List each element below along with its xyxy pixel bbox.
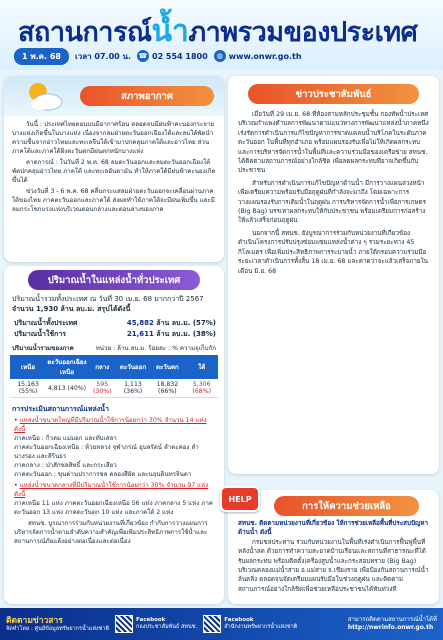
water-row-usable bbox=[4, 329, 224, 340]
table-cell: 5,306 (68%) bbox=[185, 379, 218, 398]
water-row-label: ปริมาณน้ำทั้งประเทศ bbox=[14, 319, 78, 327]
weather-today: วันนี้ : ประเทศไทยตอนบนมีอากาศร้อน ตลอดจนมีฝนฟ้าคะนองกระจายบางแห่งเกิดขึ้นในบางแห่ง เนื่องจากลมฝ่ายตะวันออกเฉียงใต้และลมใต้พัดนำความชื้นจากอ่าวไทยและทะเลจีนใต้เข้ามาปกคลุมภาคใต้และอ่าวไทย ส่วนภาคใต้และภาคใต้ฝั่งตะวันตกมีฝนตกหนักบางแห่ง bbox=[12, 121, 214, 155]
website-link[interactable]: www.onwr.go.th bbox=[228, 51, 302, 61]
news-p1: เมื่อวันที่ 29 เม.ย. 68 ที่ห้องสามหลักประชุมชั้น กองทัพน้ำประเทศ บริเวณกำแพงตำบลการพัฒนาตามแนวทางการพัฒนาแหล่งน้ำภาคหนึ่ง เร่งรัดการดำเนินการแก้ไขปัญหาการขาดแคลนน้ำบริโภคในระดับภาคตะวันออก ในพื้นที่ทุกอำเภอ พร้อมแผนรองรับเพื่อไม่ให้เกิดผลกระทบและการบริหารจัดการน้ำในพื้นที่และความร่วมมือของเครือข่าย สทนช. ได้ติดตามสถานการณ์อย่างใกล้ชิด เพื่อลดผลกระทบที่อาจเกิดขึ้นกับประชาชน bbox=[238, 111, 429, 175]
water-card bbox=[4, 266, 224, 604]
news-card bbox=[228, 76, 439, 474]
qr-code-icon bbox=[115, 615, 133, 633]
table-cell: 595 (30%) bbox=[88, 379, 117, 398]
bullet-medium: • แหล่งน้ำขนาดกลางที่มีปริมาณน้ำใช้การน้อยกว่า 30% จำนวน 97 แห่ง ดังนี้ bbox=[14, 482, 209, 498]
water-row-unit: ล้าน ลบ.ม. (57%) bbox=[156, 319, 216, 327]
footer-title-block bbox=[6, 616, 109, 633]
header bbox=[0, 0, 443, 70]
region-table bbox=[10, 355, 218, 398]
water-intro: ปริมาณน้ำรวมทั้งประเทศ ณ วันที่ 30 เม.ย. 68 มากกว่าปี 2567 bbox=[12, 295, 204, 303]
table-row bbox=[10, 379, 218, 398]
table-header-cell: ตะวันออกเฉียงเหนือ bbox=[46, 355, 88, 379]
news-p3: นอกจากนี้ สทนช. ยังบูรณาการร่วมกับหน่วยงานที่เกี่ยวข้อง ดำเนินโครงการปรับปรุงซ่อมแซมแหล่งน้ำต่าง ๆ รวมระยะทาง 45 กิโลเมตร เพื่อเพิ่มประสิทธิภาพการระบายน้ำ ภายใต้กรอบความร่วมมือ ระยะเวลาดำเนินการทั้งสิ้น 18 เม.ย. 68 และคาดว่าจะแล้วเสร็จภายในเดือน มิ.ย. 68 bbox=[238, 229, 428, 275]
bullet-medium-text: แหล่งน้ำขนาดกลางที่มีปริมาณน้ำใช้การน้อยกว่า 30% จำนวน 97 แห่ง ดังนี้ bbox=[14, 482, 209, 498]
table-header-cell: ตะวันตก bbox=[149, 355, 185, 379]
bullet-central: ภาคกลาง : ป่าสักชลสิทธิ์ และกระเสียว bbox=[14, 462, 117, 469]
fb-sub: กองประชาสัมพันธ์ สทนช. bbox=[136, 624, 198, 630]
mgmt-title: การประเมินสถานการณ์แหล่งน้ำ bbox=[12, 405, 109, 413]
bullet-north: ภาคเหนือ : กิ่วลม แม่มอก และทับเสลา bbox=[14, 435, 117, 442]
bullet-ne: ภาคตะวันออกเฉียงเหนือ : ห้วยหลวง จุฬาภรณ์ อุบลรัตน์ ลำตะคอง ลำนางรอง และสิรินธร bbox=[14, 444, 199, 460]
table-unit: หน่วย : ล้าน ลบ.ม. ร้อยละ : % ความจุเก็บกัก bbox=[95, 345, 216, 352]
table-header-row bbox=[10, 355, 218, 379]
help-title: สทนช. ติดตามหน่วยงานที่เกี่ยวข้อง ให้การช่วยเหลือพื้นที่ประสบปัญหาด้านน้ำ ดังนี้ bbox=[238, 520, 429, 537]
water-note: สทนช. บูรณาการร่วมกับหน่วยงานที่เกี่ยวข้อง กำกับการวางแผนการบริหารจัดการน้ำตามลำดับความสำคัญเพื่อเพิ่มประสิทธิภาพการใช้น้ำและสถานการณ์ภัยแล้งอย่างต่อเนื่องและต่อเนื่อง bbox=[14, 520, 208, 545]
weather-heading: สภาพอากาศ bbox=[80, 86, 214, 106]
table-header-cell: ตะวันออก bbox=[117, 355, 150, 379]
table-cell: 1,113 (36%) bbox=[117, 379, 150, 398]
globe-icon: ◍ bbox=[214, 50, 226, 62]
phone-icon: ☎ bbox=[138, 52, 148, 60]
title-highlight: น้ำ bbox=[151, 14, 189, 49]
table-title: ปริมาณน้ำรวมของภาค bbox=[12, 345, 74, 352]
date-badge: 1 พ.ค. 68 bbox=[14, 48, 69, 65]
bullet-large: • แหล่งน้ำขนาดใหญ่ที่มีปริมาณน้ำใช้การน้อยกว่า 30% จำนวน 14 แห่ง ดังนี้ bbox=[14, 417, 207, 433]
table-header-cell: ใต้ bbox=[185, 355, 218, 379]
footer-sub: จัดทำโดย : ศูนย์ข้อมูลทรัพยากรน้ำแห่งชาติ bbox=[6, 625, 110, 632]
water-rows bbox=[4, 318, 224, 340]
help-p1: กรมชลประทาน ร่วมกับหน่วยงานในพื้นที่เร่งดำเนินการฟื้นฟูพื้นที่หลังน้ำลด ด้วยการทำความสะอาดบ้านเรือนและสถานที่สาธารณะที่ได้รับผลกระทบ พร้อมติดตั้งเครื่องสูบน้ำและกระสอบทราย (Big Bag) บริเวณคลองแม่น้ำสาย อ.แม่สาย จ.เชียงราย เพื่อป้องกันสถานการณ์น้ำล้นตลิ่ง ตลอดจนจัดเตรียมแผนรับมือในช่วงฤดูฝน และติดตามสถานการณ์อย่างใกล้ชิดเพื่อช่วยเหลือประชาชนได้ทันท่วงที bbox=[238, 538, 429, 593]
water-row-label: ปริมาณน้ำใช้การ bbox=[14, 330, 67, 338]
weather-header bbox=[4, 76, 224, 116]
footer-site-title: สามารถติดตามสถานการณ์น้ำได้ที่ bbox=[347, 616, 437, 623]
table-cell: 18,832 (66%) bbox=[149, 379, 185, 398]
qr-code-icon bbox=[203, 615, 221, 633]
title-part2: ภาพรวมของประเทศ bbox=[188, 17, 418, 48]
weather-outlook: ช่วงวันที่ 3 - 6 พ.ค. 68 คลื่นกระแสลมฝ่ายตะวันออกจะเคลื่อนผ่านภาคใต้ของไทย ภาคตะวันออกและภาคใต้ ส่งผลทำให้ภาคใต้จะมีฝนเพิ่มขึ้น และมีลมกระโชกแรงแห่งบริเวณตอนกลางและตอนล่างของภาค bbox=[12, 188, 215, 213]
water-row-total bbox=[4, 318, 224, 329]
water-summary bbox=[4, 290, 224, 318]
title-part1: สถานการณ์ bbox=[18, 17, 152, 48]
footer bbox=[0, 608, 443, 640]
table-caption bbox=[4, 343, 224, 353]
phone-info bbox=[137, 50, 208, 62]
water-row-value: 45,882 bbox=[126, 319, 154, 327]
news-p2: สำหรับการดำเนินการแก้ไขปัญหาด้านน้ำ มีการวางแผนล่วงหน้า เพื่อเตรียมความพร้อมรับมือฤดูฝนที่กำลังจะมาถึง โดยเฉพาะการวางแผนรองรับการเติมน้ำในฤดูฝน การบริหารจัดการน้ำเพื่อการเกษตร (Big Bag) บรรเทาผลกระทบให้กับประชาชน พร้อมเตรียมการก่อสร้างให้แล้วเสร็จก่อนฤดูฝน bbox=[238, 179, 426, 225]
water-heading: ปริมาณน้ำในแหล่งน้ำทั่วประเทศ bbox=[28, 270, 200, 290]
news-body bbox=[228, 104, 439, 285]
phone-number: 02 554 1800 bbox=[152, 51, 208, 61]
help-body bbox=[228, 516, 439, 603]
time-label: เวลา 07.00 น. bbox=[74, 51, 131, 61]
table-header-cell: เหนือ bbox=[10, 355, 46, 379]
footer-site-url[interactable]: http://nwrinfo.onwr.go.th bbox=[347, 624, 434, 631]
footer-title: ติดตามข่าวสาร bbox=[6, 615, 63, 626]
weather-body bbox=[4, 116, 224, 220]
help-heading: การให้ความช่วยเหลือ bbox=[274, 496, 419, 516]
website-info[interactable] bbox=[214, 50, 302, 62]
info-bar bbox=[14, 48, 302, 64]
weather-card bbox=[4, 76, 224, 262]
footer-fb-page-2[interactable] bbox=[203, 615, 297, 633]
water-row-value: 21,611 bbox=[126, 330, 154, 338]
table-header-cell: กลาง bbox=[88, 355, 117, 379]
news-heading: ข่าวประชาสัมพันธ์ bbox=[248, 84, 419, 104]
fb2-label: Facebook bbox=[224, 617, 254, 623]
weather-forecast: คาดการณ์ : ในวันที่ 2 พ.ค. 68 ลมตะวันออกและลมตะวันออกเฉียงใต้พัดปกคลุมอ่าวไทย ภาคใต้ และทะเลอันดามัน ทำให้ภาคใต้มีฝนฟ้าคะนองเกิดขึ้นได้ bbox=[12, 159, 216, 184]
bullet-large-text: แหล่งน้ำขนาดใหญ่ที่มีปริมาณน้ำใช้การน้อยกว่า 30% จำนวน 14 แห่ง ดังนี้ bbox=[14, 417, 207, 433]
bullet-east: ภาคตะวันออก : ขุนด่านปราการชล คลองสียัด และนฤบดินทรจินดา bbox=[14, 471, 192, 478]
table-cell: 4,813 (40%) bbox=[46, 379, 88, 398]
table-cell: 15,163 (55%) bbox=[10, 379, 46, 398]
water-row-unit: ล้าน ลบ.ม. (38%) bbox=[156, 330, 216, 338]
fb2-sub: สำนักงานทรัพยากรน้ำแห่งชาติ bbox=[224, 624, 298, 630]
sun-cloud-icon bbox=[22, 78, 66, 114]
water-amount: จำนวน 1,930 ล้าน ลบ.ม. สรุปได้ดังนี้ bbox=[12, 305, 131, 313]
help-badge: HELP bbox=[220, 486, 260, 512]
fb-label: Facebook bbox=[136, 617, 166, 623]
footer-fb-page[interactable] bbox=[115, 615, 197, 633]
footer-site[interactable] bbox=[348, 616, 437, 632]
bullet-medium-detail: ภาคเหนือ 11 แห่ง ภาคตะวันออกเฉียงเหนือ 56 แห่ง ภาคกลาง 5 แห่ง ภาคตะวันออก 13 แห่ง ภาคตะวันตก 10 แห่ง และภาคใต้ 2 แห่ง bbox=[14, 500, 213, 516]
